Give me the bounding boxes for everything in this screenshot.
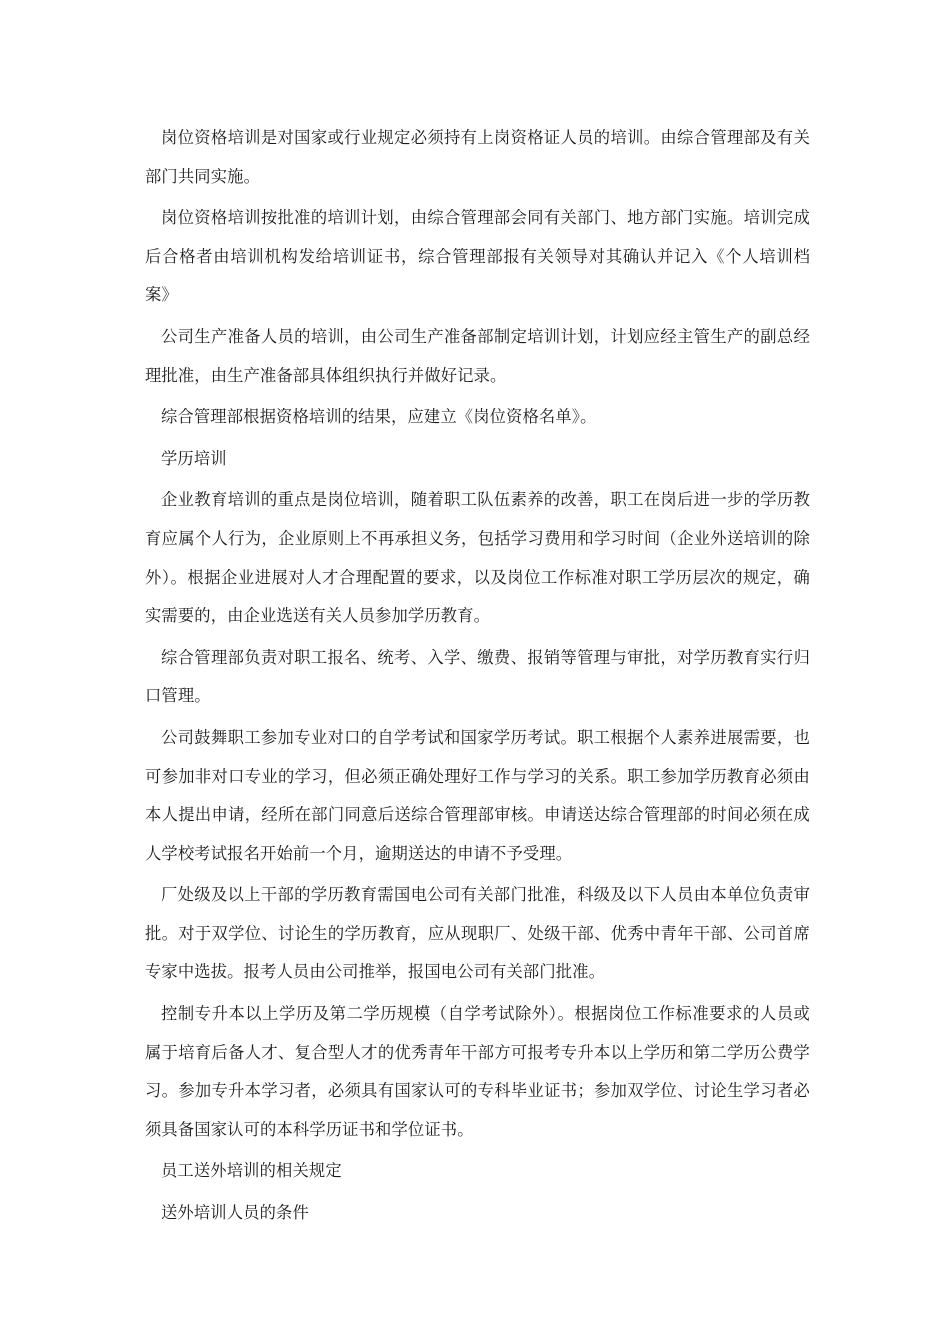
paragraph-training-plan-implementation: 岗位资格培训按批准的培训计划，由综合管理部会同有关部门、地方部门实施。培训完成后合格者由培训机构发给培训证书，综合管理部报有关领导对其确认并记入《个人培训档案》 bbox=[145, 208, 810, 305]
paragraph-cadre-education-approval: 厂处级及以上干部的学历教育需国电公司有关部门批准，科级及以下人员由本单位负责审批。对于双学位、讨论生的学历教育，应从现职厂、处级干部、优秀中青年干部、公司首席专家中选拔。报考人员由公司推举，报国电公司有关部门批准。 bbox=[145, 885, 810, 982]
paragraph-academic-education-policy: 企业教育培训的重点是岗位培训，随着职工队伍素养的改善，职工在岗后进一步的学历教育应属个人行为，企业原则上不再承担义务，包括学习费用和学习时间（企业外送培训的除外）。根据企业进展对人才合理配置的要求，以及岗位工作标准对职工学历层次的规定，确实需要的，由企业选送有关人员参加学历教育。 bbox=[145, 490, 810, 626]
section-heading-external-training-conditions: 送外培训人员的条件 bbox=[161, 1203, 309, 1223]
paragraph-job-qualification-training: 岗位资格培训是对国家或行业规定必须持有上岗资格证人员的培训。由综合管理部及有关部门共同实施。 bbox=[145, 128, 810, 186]
document-body bbox=[145, 119, 810, 1236]
paragraph-production-staff-training: 公司生产准备人员的培训，由公司生产准备部制定培训计划，计划应经主管生产的副总经理批准，由生产准备部具体组织执行并做好记录。 bbox=[145, 326, 810, 385]
paragraph-degree-scale-control: 控制专升本以上学历及第二学历规模（自学考试除外）。根据岗位工作标准要求的人员或属于培育后备人才、复合型人才的优秀青年干部方可报考专升本以上学历和第二学历公费学习。参加专升本学习者，必须具有国家认可的专科毕业证书；参加双学位、讨论生学习者必须具备国家认可的本科学历证书和学位证书。 bbox=[145, 1004, 810, 1139]
paragraph-self-study-exams: 公司鼓舞职工参加专业对口的自学考试和国家学历考试。职工根据个人素养进展需要，也可参加非对口专业的学习，但必须正确处理好工作与学习的关系。职工参加学历教育必须由本人提出申请，经所在部门同意后送综合管理部审核。申请送达综合管理部的时间必须在成人学校考试报名开始前一个月，逾期送达的申请不予受理。 bbox=[145, 727, 810, 863]
section-heading-external-training-rules: 员工送外培训的相关规定 bbox=[161, 1161, 342, 1181]
paragraph-qualification-list: 综合管理部根据资格培训的结果，应建立《岗位资格名单》。 bbox=[161, 407, 597, 427]
paragraph-academic-management: 综合管理部负责对职工报名、统考、入学、缴费、报销等管理与审批，对学历教育实行归口管理。 bbox=[145, 647, 810, 706]
section-heading-academic-training: 学历培训 bbox=[161, 448, 227, 468]
